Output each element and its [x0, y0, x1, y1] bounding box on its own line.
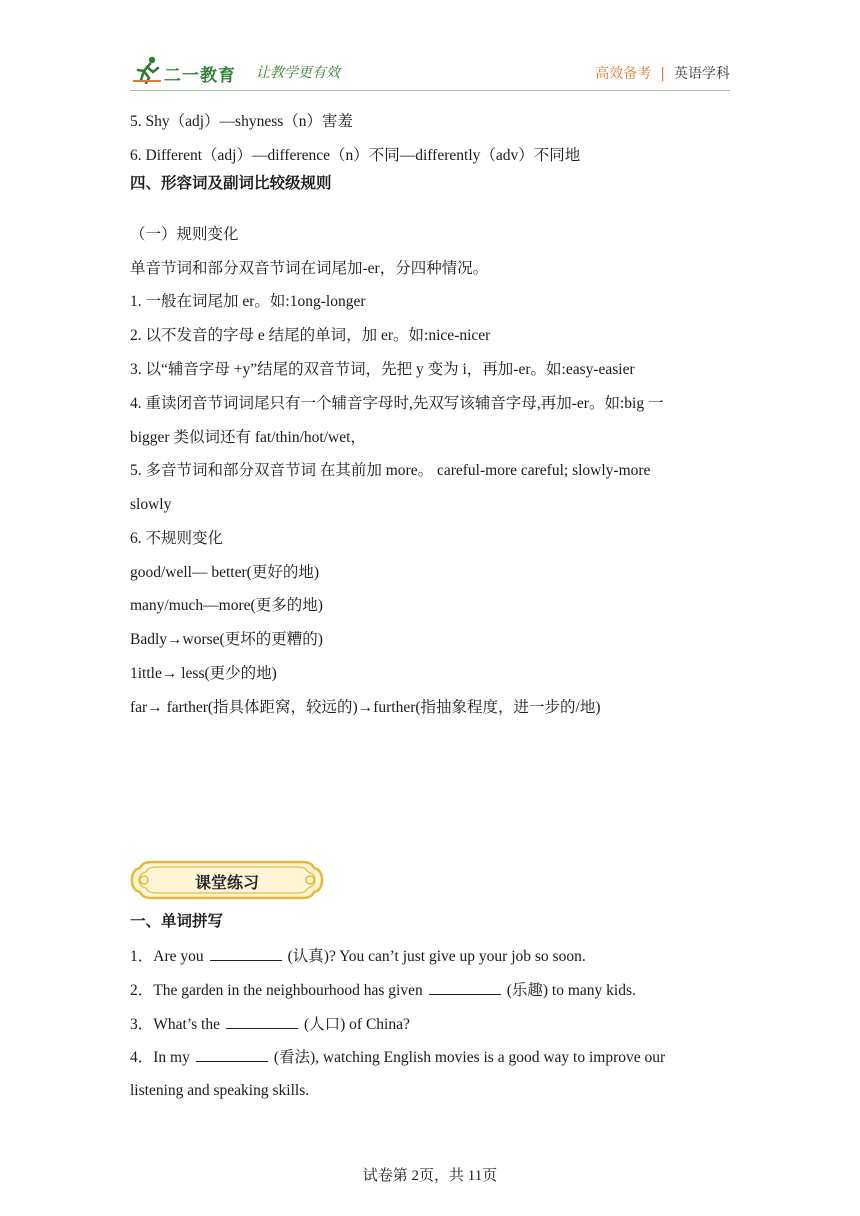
header-separator: |: [660, 66, 665, 82]
question-1-prefix: 1．Are you: [130, 948, 204, 965]
rule-4-line-1: 4. 重读闭音节词词尾只有一个辅音字母时,先双写该辅音字母,再加-er。如:big 一: [130, 395, 664, 412]
header-tag-exam: 高效备考: [595, 66, 652, 82]
question-2-suffix: (乐趣) to many kids.: [506, 982, 636, 999]
practice-badge: [130, 858, 324, 902]
rule-3: 3. 以“辅音字母 +y”结尾的双音节词，先把 y 变为 i，再加-er。如:easy-easier: [130, 361, 635, 378]
rule-5-line-1: 5. 多音节词和部分双音节词 在其前加 more。 careful-more careful; slowly-more: [130, 462, 651, 479]
rule-4-line-2: bigger 类似词还有 fat/thin/hot/wet，: [130, 429, 366, 446]
text-item-5: 5. Shy（adj）—shyness（n）害羞: [130, 113, 354, 130]
rule-2: 2. 以不发音的字母 e 结尾的单词，加 er。如:nice-nicer: [130, 327, 491, 344]
logo-text: 二一教育: [164, 66, 236, 86]
question-4-prefix: 4．In my: [130, 1049, 190, 1066]
question-4-continued: listening and speaking skills.: [130, 1082, 310, 1099]
question-2: [130, 980, 735, 1001]
running-man-logo-icon: [132, 56, 162, 84]
question-3-prefix: 3．What’s the: [130, 1016, 220, 1033]
question-4: [130, 1047, 735, 1068]
rule-1: 1. 一般在词尾加 er。如:1ong-longer: [130, 293, 366, 310]
irregular-3: Badly→worse(更坏的更糟的): [130, 631, 323, 648]
question-1: [130, 946, 735, 967]
section-1-title: 一、单词拼写: [130, 913, 224, 930]
page-footer: 试卷第 2页，共 11页: [362, 1168, 498, 1184]
header-tag-subject: 英语学科: [674, 66, 730, 82]
rule-5-line-2: slowly: [130, 496, 172, 513]
rules-intro: 单音节词和部分双音节词在词尾加-er，分四种情况。: [130, 260, 489, 277]
section-4-title: 四、形容词及副词比较级规则: [130, 175, 332, 192]
subsection-regular: （一）规则变化: [130, 226, 239, 243]
question-3: [130, 1014, 735, 1035]
header-divider: [130, 90, 730, 91]
header-subject: [595, 63, 730, 83]
question-3-suffix: (人口) of China?: [303, 1016, 410, 1033]
irregular-2: many/much—more(更多的地): [130, 597, 323, 614]
irregular-5: far→ farther(指具体距窝，较远的)→further(指抽象程度，进一步的/地): [130, 699, 601, 716]
slogan: 让教学更有效: [256, 65, 340, 81]
question-4-suffix: (看法), watching English movies is a good way to improve our: [273, 1049, 666, 1066]
rule-6: 6. 不规则变化: [130, 530, 224, 547]
text-item-6: 6. Different（adj）—difference（n）不同—differently（adv）不同地: [130, 147, 581, 164]
answer-blank-3[interactable]: [226, 1014, 298, 1029]
question-2-prefix: 2．The garden in the neighbourhood has given: [130, 982, 423, 999]
answer-blank-2[interactable]: [429, 980, 501, 995]
practice-badge-label: 课堂练习: [194, 873, 259, 892]
page-header: [130, 52, 730, 96]
irregular-1: good/well— better(更好的地): [130, 564, 319, 581]
answer-blank-4[interactable]: [196, 1047, 268, 1062]
question-1-suffix: (认真)? You can’t just give up your job so soon.: [287, 948, 586, 965]
answer-blank-1[interactable]: [210, 946, 282, 961]
irregular-4: 1ittle→ less(更少的地): [130, 665, 277, 682]
